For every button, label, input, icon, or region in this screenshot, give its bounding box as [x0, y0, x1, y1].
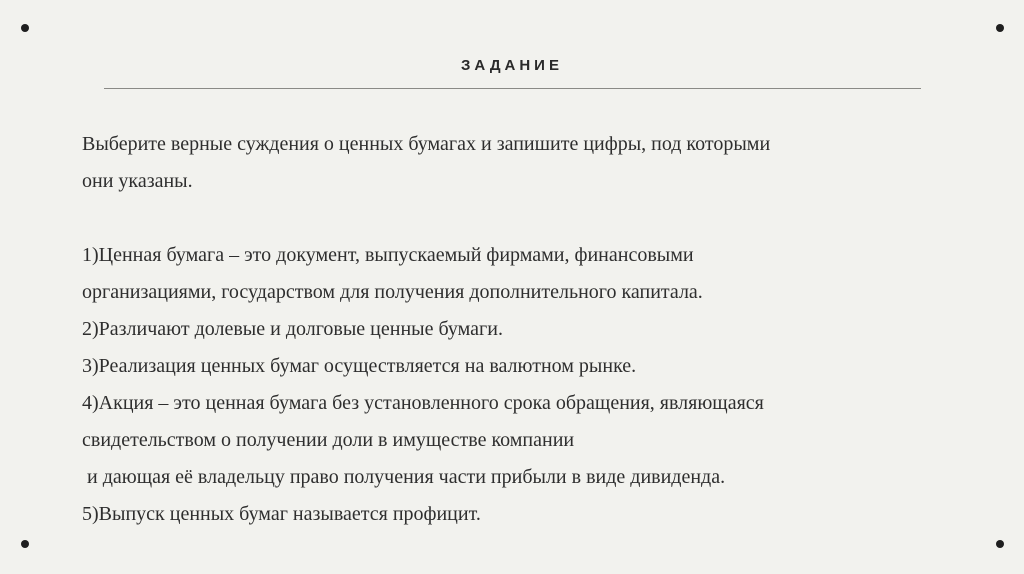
item-line: организациями, государством для получения дополнительного капитала.	[82, 281, 703, 303]
intro-line: они указаны.	[82, 170, 193, 192]
corner-dot-top-left	[21, 24, 29, 32]
item-line: и дающая её владельцу право получения части прибыли в виде дивиденда.	[82, 466, 726, 488]
item-line: 1)Ценная бумага – это документ, выпускаемый фирмами, финансовыми	[82, 244, 694, 266]
task-text	[82, 126, 962, 533]
intro-line: Выберите верные суждения о ценных бумагах и запишите цифры, под которыми	[82, 133, 771, 155]
item-line: 2)Различают долевые и долговые ценные бумаги.	[82, 318, 503, 340]
item-line: свидетельством о получении доли в имуществе компании	[82, 429, 575, 451]
item-line: 4)Акция – это ценная бумага без установленного срока обращения, являющаяся	[82, 392, 764, 414]
item-line: 3)Реализация ценных бумаг осуществляется на валютном рынке.	[82, 355, 637, 377]
corner-dot-bottom-left	[21, 540, 29, 548]
corner-dot-top-right	[996, 24, 1004, 32]
slide-title: ЗАДАНИЕ	[461, 57, 563, 74]
item-line: 5)Выпуск ценных бумаг называется профицит.	[82, 503, 481, 525]
paragraph-spacer	[82, 200, 962, 237]
title-divider	[104, 88, 921, 89]
corner-dot-bottom-right	[996, 540, 1004, 548]
